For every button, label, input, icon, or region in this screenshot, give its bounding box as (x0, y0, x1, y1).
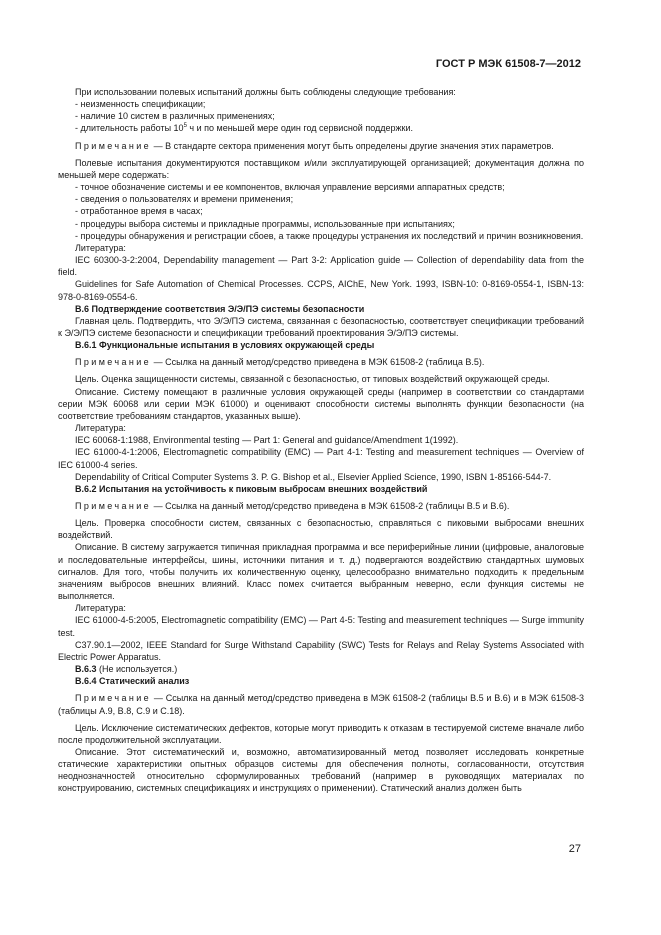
aim-text: Цель. Проверка способности систем, связанных с безопасностью, справляться с пиковыми выбросами внешних воздействий. (58, 518, 584, 541)
list-item: - отработанное время в часах; (75, 206, 203, 217)
aim-text: Цель. Оценка защищенности системы, связанной с безопасностью, от типовых воздействий окружающей среды. (75, 374, 550, 385)
note: Примечание — Ссылка на данный метод/средство приведена в МЭК 61508-2 (таблицы В.5 и В.6). (75, 501, 510, 511)
reference: IEC 61000-4-1:2006, Electromagnetic compatibility (EMC) — Part 4-1: Testing and measurement techniques — Overview of IEC 61000-4 series. (58, 447, 584, 470)
note: Примечание — Ссылка на данный метод/средство приведена в МЭК 61508-2 (таблицы В.5 и В.6) и в МЭК 61508-3 (таблицы А.9, В.8, С.9 и С.18). (58, 693, 584, 716)
section-b63: B.6.3 (Не используется.) (75, 664, 178, 675)
section-heading-b6: B.6 Подтверждение соответствия Э/Э/ПЭ системы безопасности (75, 303, 365, 314)
aim-text: Цель. Исключение систематических дефектов, которые могут приводить к отказам в тестируемой системе вначале либо после продолжительной эксплуатации. (58, 722, 584, 745)
section-heading-b61: B.6.1 Функциональные испытания в условиях окружающей среды (75, 340, 375, 351)
page-content (58, 86, 584, 795)
note: Примечание — В стандарте сектора применения могут быть определены другие значения этих параметров. (75, 140, 554, 151)
description-text: Описание. Этот систематический и, возможно, автоматизированный метод позволяет исследовать конкретные статические характеристики опытных образцов системы для обеспечения полноты, согласованности, отсутствия неоднозначностей относительно сформулированных требований (например в руководящих материалах по конструированию, системных спецификациях и инструкциях о применении). Статический анализ должен быть (58, 746, 584, 794)
list-item: - неизменность спецификации; (75, 99, 206, 110)
list-item: - наличие 10 систем в различных применениях; (75, 111, 275, 122)
description-text: Описание. В систему загружается типичная прикладная программа и все периферийные линии (цифровые, аналоговые и последовательные интерфейсы, шины, источники питания и т. д.) подвергаются воздействию стандартных шумовых сигналов. Для того, чтобы получить их количественную оценку, целесообразно внимательно подходить к предельным значениям выбросов внешних влияний. Класс помех считается выбранным неверно, если функция системы не выполняется. (58, 542, 584, 602)
section-text: Главная цель. Подтвердить, что Э/Э/ПЭ система, связанная с безопасностью, соответствует спецификации требований к Э/Э/ПЭ системе безопасности и спецификации требований проектирования Э/Э/ПЭ системы. (58, 315, 584, 338)
list-item: - точное обозначение системы и ее компонентов, включая управление версиями аппаратных средств; (75, 182, 505, 193)
literature-label: Литература: (75, 423, 126, 434)
list-item: - длительность работы $10^5$ ч и по меньшей мере один год сервисной поддержки. (75, 123, 414, 134)
field-lead: Полевые испытания документируются поставщиком и/или эксплуатирующей организацией; документация должна по меньшей мере содержать: (58, 157, 584, 180)
reference: IEC 61000-4-5:2005, Electromagnetic compatibility (EMC) — Part 4-5: Testing and measurement techniques — Surge immunity test. (58, 615, 584, 638)
reference: IEC 60300-3-2:2004, Dependability management — Part 3-2: Application guide — Collection of dependability data from the field. (58, 255, 584, 278)
reference: Guidelines for Safe Automation of Chemical Processes. CCPS, AIChE, New York. 1993, ISBN-10: 0-8169-0554-1, ISBN-13: 978-0-8169-0554-6. (58, 279, 584, 302)
reference: C37.90.1—2002, IEEE Standard for Surge Withstand Capability (SWC) Tests for Relays and Relay Systems Associated with Electric Power Apparatus. (58, 639, 584, 662)
page-number: 27 (568, 843, 581, 855)
note: Примечание — Ссылка на данный метод/средство приведена в МЭК 61508-2 (таблица В.5). (75, 357, 485, 368)
list-item: - процедуры обнаружения и регистрации сбоев, а также процедуры устранения их последствий и причин возникновения. (75, 230, 584, 241)
reference: Dependability of Critical Computer Systems 3. P. G. Bishop et al., Elsevier Applied Science, 1990, ISBN 1-85166-544-7. (75, 471, 552, 482)
section-heading-b62: B.6.2 Испытания на устойчивость к пиковым выбросам внешних воздействий (75, 483, 428, 494)
description-text: Описание. Систему помещают в различные условия окружающей среды (например в соответствии со стандартами серии МЭК 60068 или серии МЭК 61000) и оценивают способности системы выполнять функции безопасности (на соответствие требованиям стандартов, указанных выше). (58, 386, 584, 421)
literature-label: Литература: (75, 603, 126, 614)
literature-label: Литература: (75, 242, 126, 253)
list-item: - процедуры выбора системы и прикладные программы, использованные при испытаниях; (75, 218, 455, 229)
reference: IEC 60068-1:1988, Environmental testing — Part 1: General and guidance/Amendment 1(1992). (75, 435, 459, 446)
document-header: ГОСТ Р МЭК 61508-7—2012 (435, 58, 581, 70)
section-heading-b64: B.6.4 Статический анализ (75, 676, 190, 687)
intro-lead: При использовании полевых испытаний должны быть соблюдены следующие требования: (75, 87, 456, 97)
list-item: - сведения о пользователях и времени применения; (75, 194, 294, 205)
